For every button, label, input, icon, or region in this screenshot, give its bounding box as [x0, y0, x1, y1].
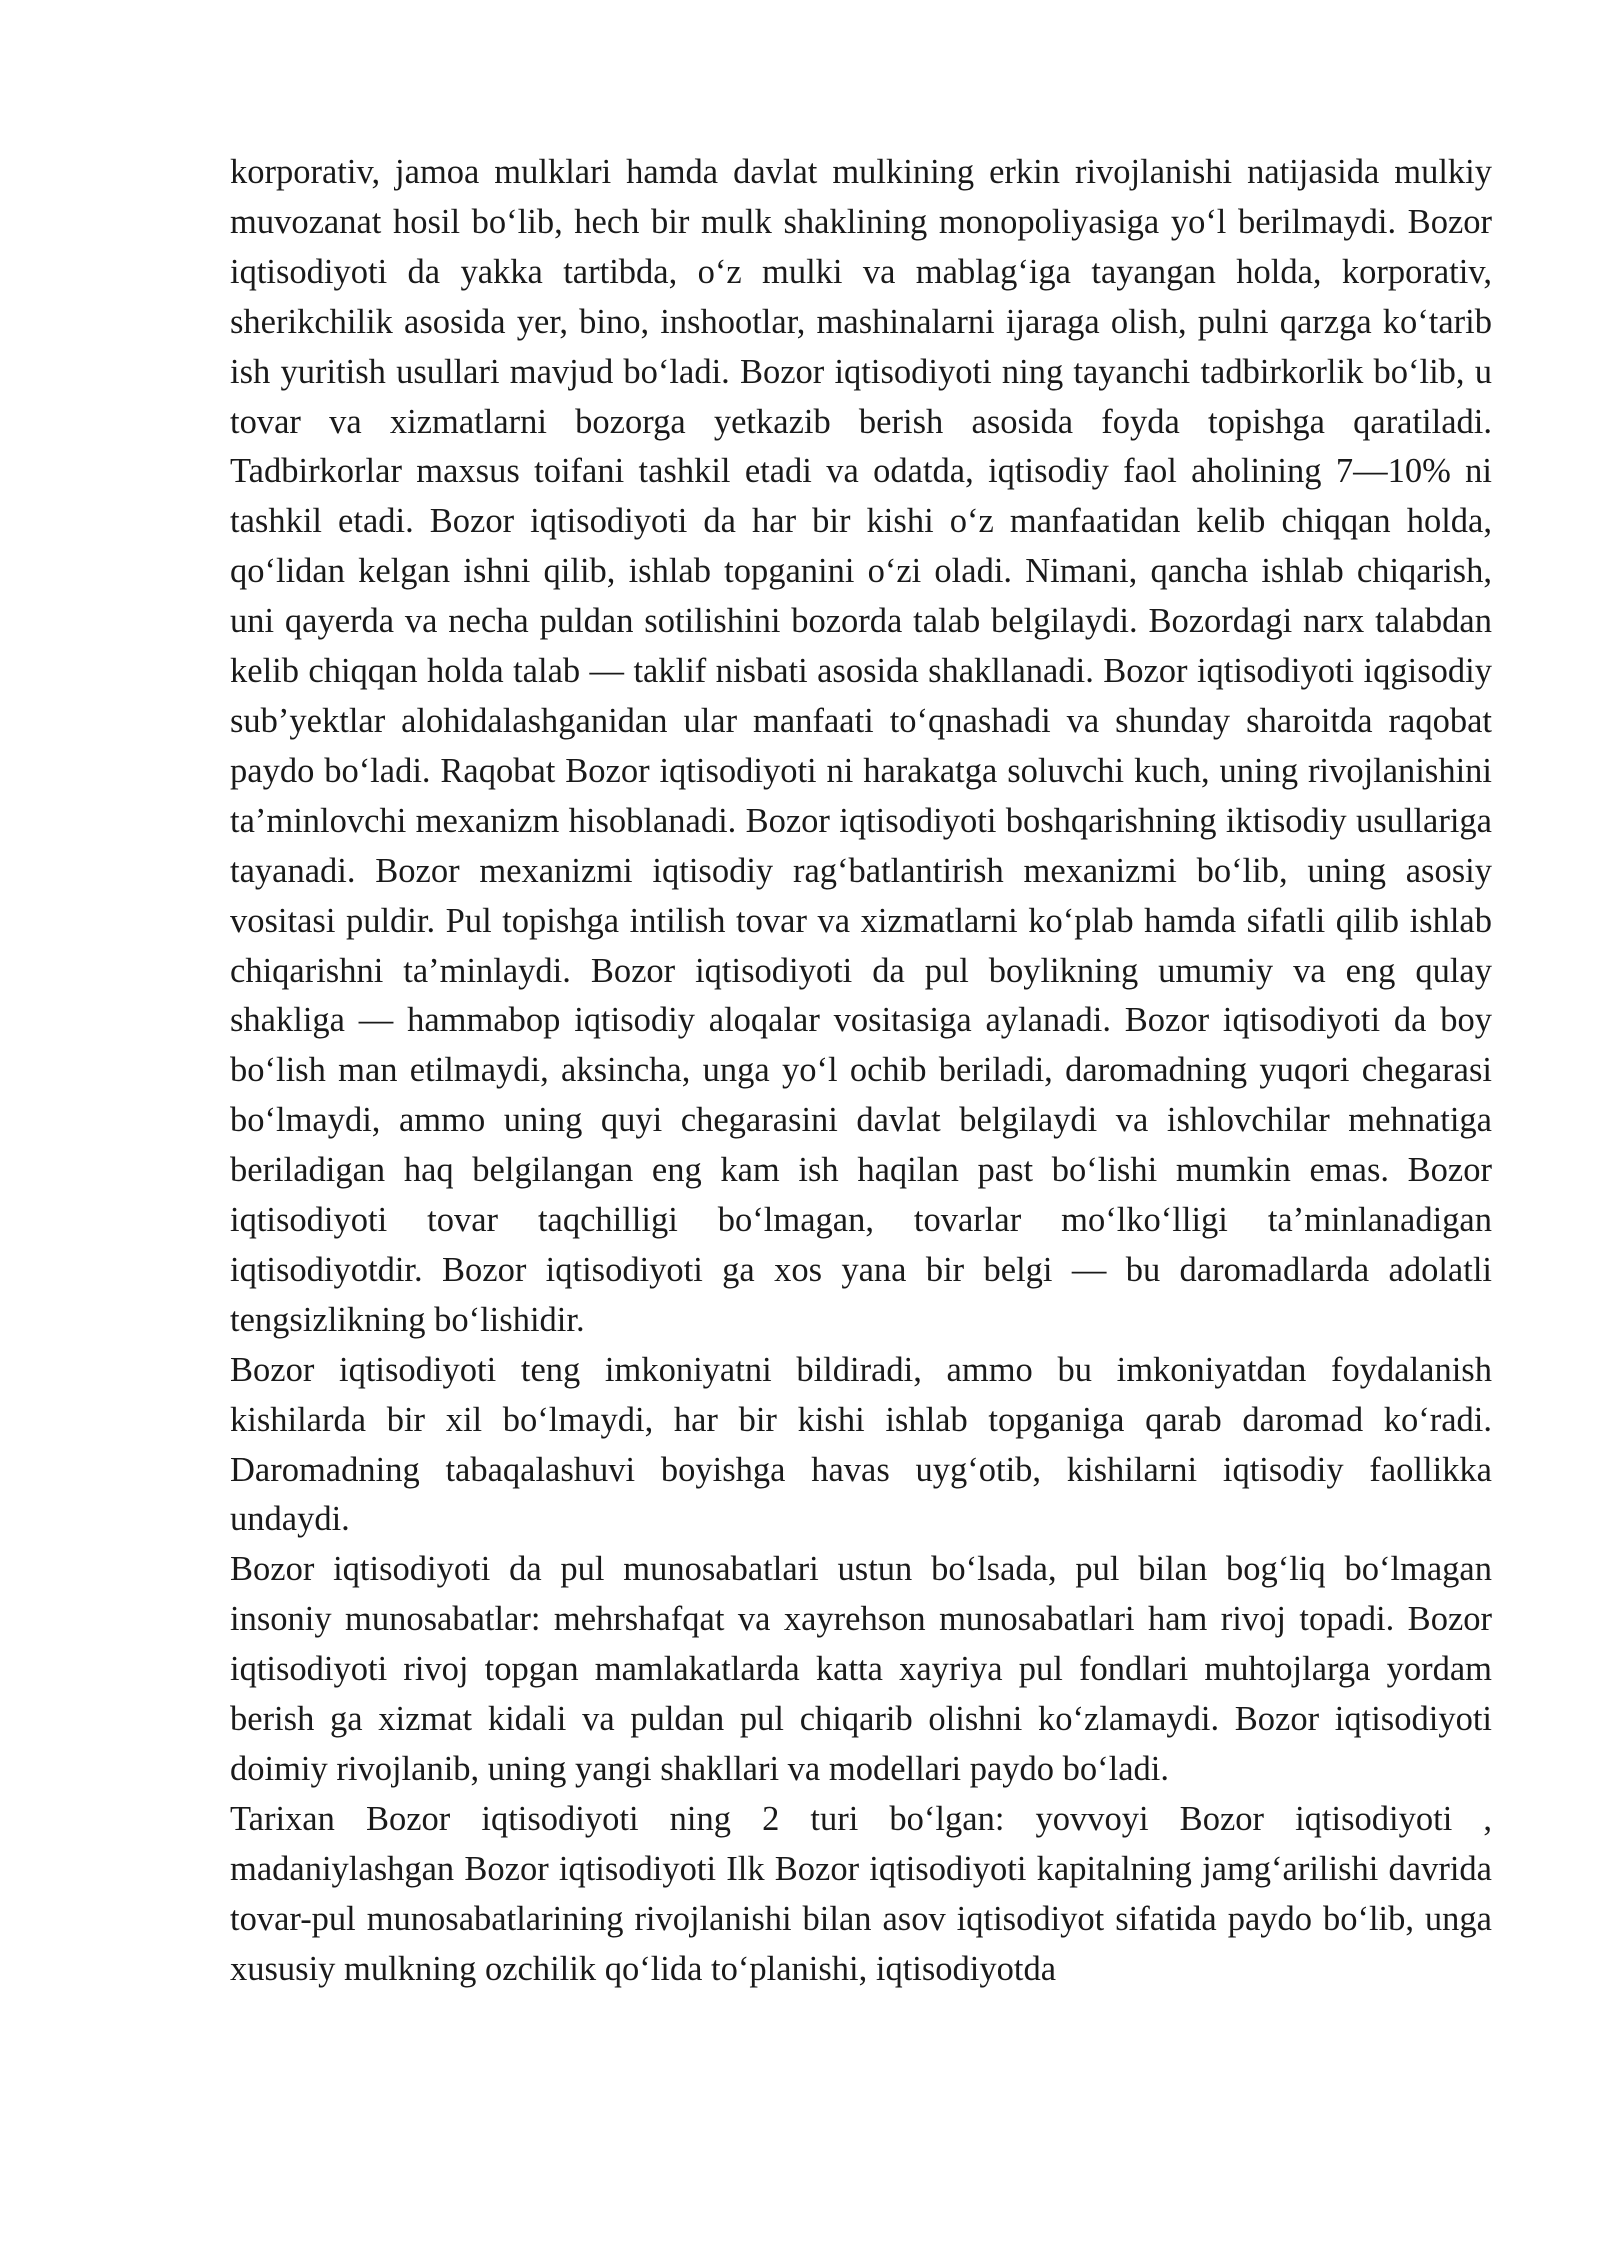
- paragraph: Bozor iqtisodiyoti da pul munosabatlari ustun bo‘lsada, pul bilan bog‘liq bo‘lmagan insoniy munosabatlar: mehrshafqat va xayrehson munosabatlari ham rivoj topadi. Bozor iqtisodiyoti rivoj topgan mamlakatlarda katta xayriya pul fondlari muhtojlarga yordam berish ga xizmat kidali va puldan pul chiqarib olishni ko‘zlamaydi. Bozor iqtisodiyoti doimiy rivojlanib, uning yangi shakllari va modellari paydo bo‘ladi.: [230, 1550, 1492, 1788]
- document-body: [230, 148, 1492, 1995]
- paragraph: korporativ, jamoa mulklari hamda davlat mulkining erkin rivojlanishi natijasida mulkiy muvozanat hosil bo‘lib, hech bir mulk shaklining monopoliyasiga yo‘l berilmaydi. Bozor iqtisodiyoti da yakka tartibda, o‘z mulki va mablag‘iga tayangan holda, korporativ, sherikchilik asosida yer, bino, inshootlar, mashinalarni ijaraga olish, pulni qarzga ko‘tarib ish yuritish usullari mavjud bo‘ladi. Bozor iqtisodiyoti ning tayanchi tadbirkorlik bo‘lib, u tovar va xizmatlarni bozorga yetkazib berish asosida foyda topishga qaratiladi. Tadbirkorlar maxsus toifani tashkil etadi va odatda, iqtisodiy faol aholining 7—10% ni tashkil etadi. Bozor iqtisodiyoti da har bir kishi o‘z manfaatidan kelib chiqqan holda, qo‘lidan kelgan ishni qilib, ishlab topganini o‘zi oladi. Nimani, qancha ishlab chiqarish, uni qayerda va necha puldan sotilishini bozorda talab belgilaydi. Bozordagi narx talabdan kelib chiqqan holda talab — taklif nisbati asosida shakllanadi. Bozor iqtisodiyoti iqgisodiy sub’yektlar alohidalashganidan ular manfaati to‘qnashadi va shunday sharoitda raqobat paydo bo‘ladi. Raqobat Bozor iqtisodiyoti ni harakatga soluvchi kuch, uning rivojlanishini ta’minlovchi mexanizm hisoblanadi. Bozor iqtisodiyoti boshqarishning iktisodiy usullariga tayanadi. Bozor mexanizmi iqtisodiy rag‘batlantirish mexanizmi bo‘lib, uning asosiy vositasi puldir. Pul topishga intilish tovar va xizmatlarni ko‘plab hamda sifatli qilib ishlab chiqarishni ta’minlaydi. Bozor iqtisodiyoti da pul boylikning umumiy va eng qulay shakliga — hammabop iqtisodiy aloqalar vositasiga aylanadi. Bozor iqtisodiyoti da boy bo‘lish man etilmaydi, aksincha, unga yo‘l ochib beriladi, daromadning yuqori chegarasi bo‘lmaydi, ammo uning quyi chegarasini davlat belgilaydi va ishlovchilar mehnatiga beriladigan haq belgilangan eng kam ish haqilan past bo‘lishi mumkin emas. Bozor iqtisodiyoti tovar taqchilligi bo‘lmagan, tovarlar mo‘lko‘lligi ta’minlanadigan iqtisodiyotdir. Bozor iqtisodiyoti ga xos yana bir belgi — bu daromadlarda adolatli tengsizlikning bo‘lishidir.: [230, 153, 1492, 1339]
- paragraph: Bozor iqtisodiyoti teng imkoniyatni bildiradi, ammo bu imkoniyatdan foydalanish kishilarda bir xil bo‘lmaydi, har bir kishi ishlab topganiga qarab daromad ko‘radi. Daromadning tabaqalashuvi boyishga havas uyg‘otib, kishilarni iqtisodiy faollikka undaydi.: [230, 1350, 1492, 1539]
- paragraph: Tarixan Bozor iqtisodiyoti ning 2 turi bo‘lgan: yovvoyi Bozor iqtisodiyoti , madaniylashgan Bozor iqtisodiyoti Ilk Bozor iqtisodiyoti kapitalning jamg‘arilishi davrida tovar-pul munosabatlarining rivojlanishi bilan asov iqtisodiyot sifatida paydo bo‘lib, unga xususiy mulkning ozchilik qo‘lida to‘planishi, iqtisodiyotda: [230, 1799, 1492, 1988]
